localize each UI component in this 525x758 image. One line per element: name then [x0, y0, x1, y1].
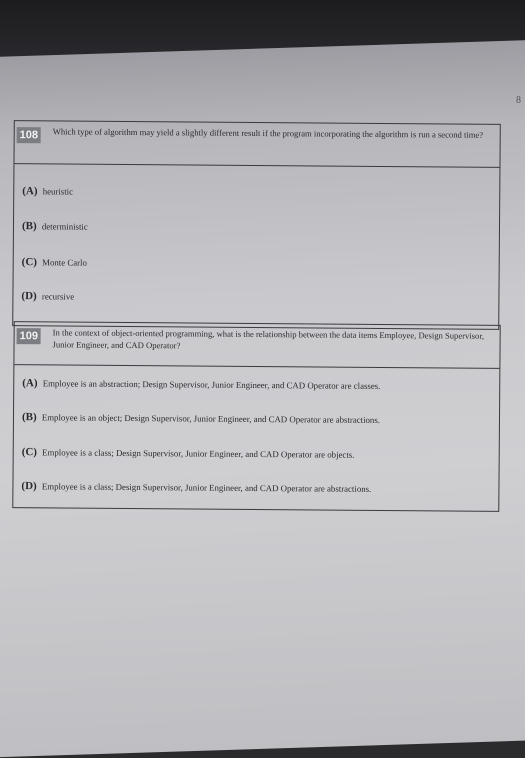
question-text: Which type of algorithm may yield a slightly different result if the program incorporating the algorithm is run a second time? [52, 126, 484, 140]
option-letter: (B) [21, 411, 37, 424]
answer-option-a[interactable] [22, 377, 380, 392]
answer-option-d[interactable] [21, 290, 74, 302]
question-text: In the context of object-oriented programming, what is the relationship between the data items Employee, Design Supervisor, Junior Engineer, and CAD Operator? [52, 327, 485, 351]
answer-option-c[interactable] [22, 256, 87, 269]
option-letter: (B) [21, 220, 37, 233]
question-108 [12, 120, 501, 330]
option-text: Employee is a class; Design Supervisor, Junior Engineer, and CAD Operator are objects. [42, 447, 355, 460]
option-letter: (C) [21, 256, 38, 269]
answer-option-c[interactable] [22, 446, 355, 461]
option-text: recursive [41, 291, 75, 302]
question-number-badge: 109 [17, 328, 41, 344]
option-letter: (A) [22, 377, 38, 390]
answer-option-b[interactable] [22, 220, 88, 233]
option-letter: (D) [21, 480, 37, 493]
question-header [14, 121, 499, 168]
option-text: deterministic [41, 221, 88, 232]
question-109 [12, 321, 500, 512]
option-text: Employee is an object; Design Supervisor, Junior Engineer, and CAD Operator are abstractions. [41, 412, 381, 425]
option-text: heuristic [42, 186, 74, 197]
option-letter: (D) [21, 290, 37, 303]
page-edge-mark: 8 [516, 95, 521, 106]
option-letter: (C) [21, 446, 38, 459]
option-text: Employee is an abstraction; Design Supervisor, Junior Engineer, and CAD Operator are classes. [42, 378, 381, 391]
answer-option-d[interactable] [21, 480, 371, 495]
option-text: Employee is a class; Design Supervisor, Junior Engineer, and CAD Operator are abstractions. [41, 481, 372, 494]
question-number-badge: 108 [17, 127, 41, 143]
question-header [14, 322, 499, 369]
option-letter: (A) [22, 185, 38, 198]
option-text: Monte Carlo [42, 257, 87, 268]
answer-option-b[interactable] [22, 411, 380, 426]
answer-option-a[interactable] [22, 185, 73, 197]
